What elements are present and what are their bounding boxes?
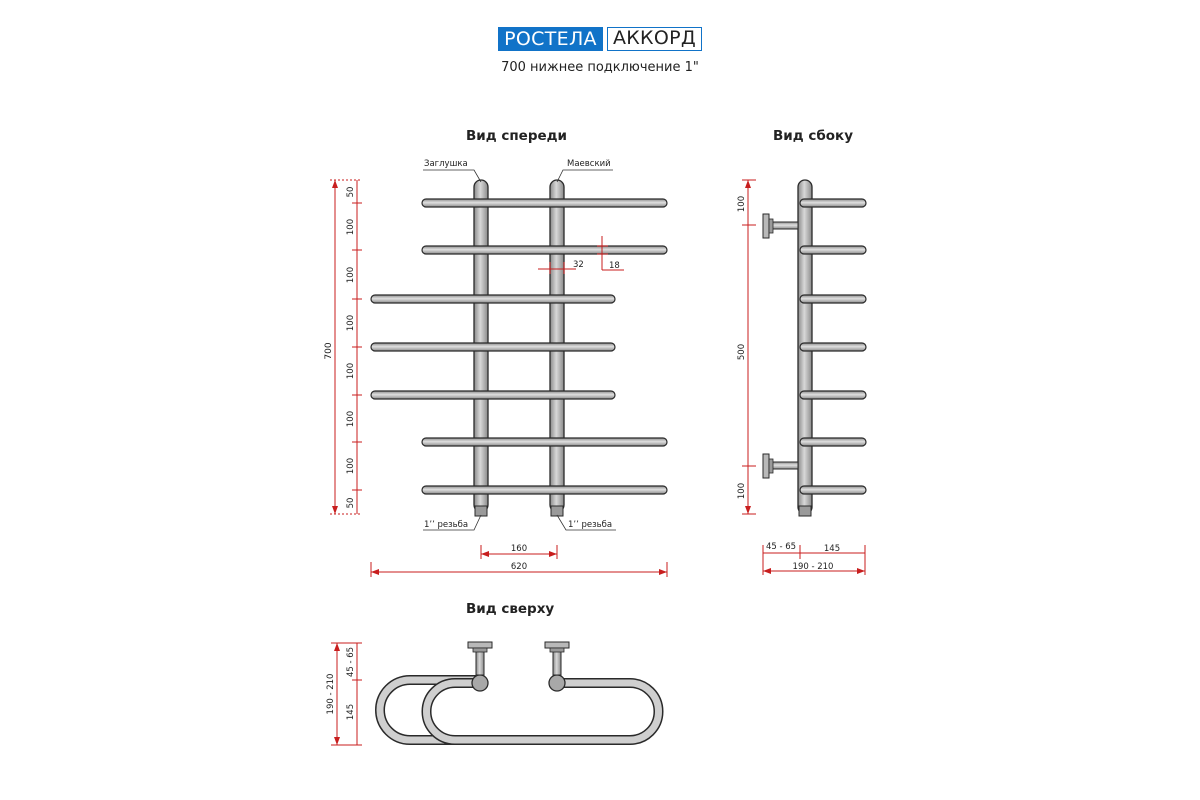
thread-right-label: 1’’ резьба (568, 520, 613, 530)
side-bar (800, 438, 866, 446)
front-bar (371, 295, 615, 303)
dim-step: 100 (346, 410, 356, 428)
dim-top-depth: 145 (346, 703, 356, 721)
dim-total-width: 620 (510, 562, 528, 572)
front-bar (422, 486, 667, 494)
side-view (737, 180, 866, 575)
side-bar (800, 295, 866, 303)
dim-top-offset: 45 - 65 (346, 646, 356, 678)
front-bar (422, 438, 667, 446)
dim-top-total: 190 - 210 (326, 673, 336, 715)
air-valve-label: Маевский (567, 159, 611, 169)
dim-step: 100 (346, 266, 356, 284)
dim-side-top: 100 (737, 195, 747, 213)
dim-step: 100 (346, 362, 356, 380)
side-bar (800, 199, 866, 207)
front-view-title: Вид спереди (466, 128, 568, 144)
dim-side-mid: 500 (737, 343, 747, 361)
model-name: АККОРД (607, 27, 702, 51)
dim-step: 50 (346, 497, 356, 509)
wall-plate-bottom (763, 454, 769, 478)
dim-step: 100 (346, 457, 356, 475)
dim-pipe-diameter: 32 (573, 260, 584, 270)
side-view-title: Вид сбоку (773, 128, 854, 144)
thread-left-label: 1’’ резьба (424, 520, 469, 530)
front-bar (371, 343, 615, 351)
wall-bracket-top (772, 222, 798, 229)
dim-side-offset: 45 - 65 (765, 542, 797, 552)
front-bar (422, 246, 667, 254)
dim-step: 50 (346, 186, 356, 198)
left-thread (475, 506, 487, 516)
plug-label: Заглушка (424, 159, 468, 169)
top-view-title: Вид сверху (466, 601, 555, 617)
side-bar (800, 486, 866, 494)
front-bar (371, 391, 615, 399)
side-bar (800, 391, 866, 399)
dim-side-bottom: 100 (737, 482, 747, 500)
side-bar (800, 343, 866, 351)
wall-plate-top (763, 214, 769, 238)
dim-step: 100 (346, 314, 356, 332)
top-view (326, 642, 659, 745)
front-view (324, 159, 667, 577)
brand-logo: РОСТЕЛА (498, 27, 603, 51)
dim-bar-diameter: 18 (609, 261, 620, 271)
side-thread (799, 506, 811, 516)
top-wall-plate-left (468, 642, 492, 648)
dim-step: 100 (346, 218, 356, 236)
dim-axis-distance: 160 (510, 544, 528, 554)
top-wall-plate-right (545, 642, 569, 648)
dim-total-height: 700 (324, 342, 334, 360)
side-bar (800, 246, 866, 254)
wall-bracket-bottom (772, 462, 798, 469)
dim-side-depth: 145 (823, 544, 841, 554)
top-loop-middle (426, 683, 658, 740)
dim-side-total: 190 - 210 (792, 562, 834, 572)
front-bar (422, 199, 667, 207)
top-collector-right (549, 675, 565, 691)
right-thread (551, 506, 563, 516)
page-subtitle: 700 нижнее подключение 1" (501, 60, 699, 75)
top-collector-left (472, 675, 488, 691)
